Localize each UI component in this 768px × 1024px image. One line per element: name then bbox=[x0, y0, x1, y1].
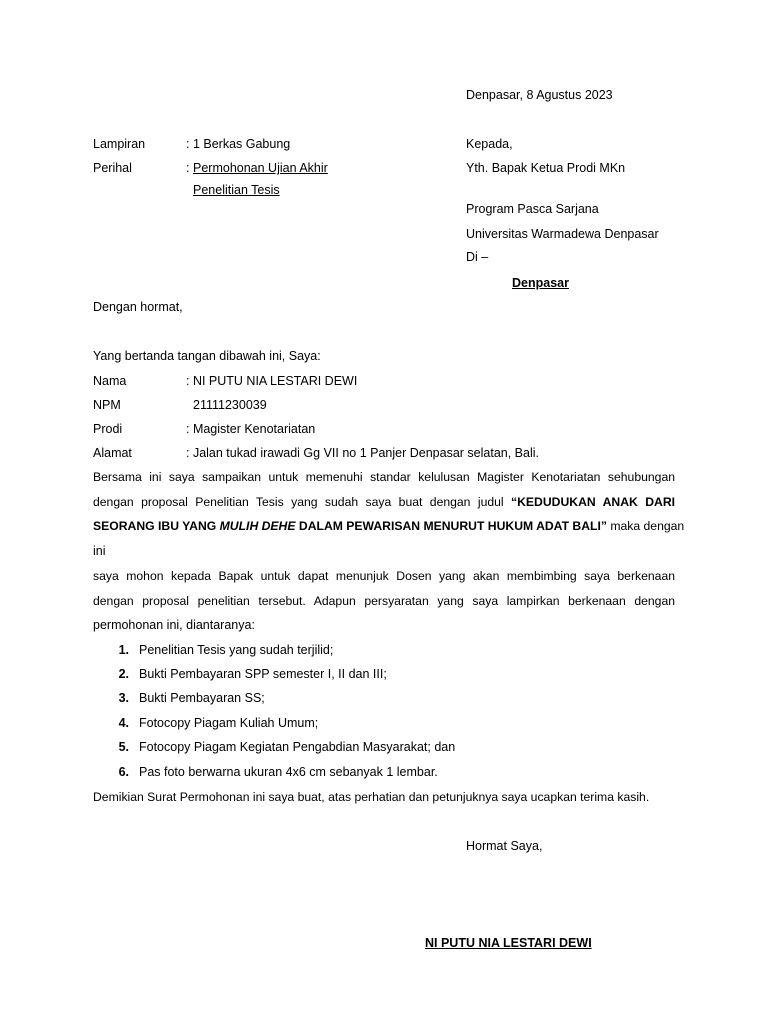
nama-label: Nama bbox=[93, 374, 127, 388]
recipient-kepada: Kepada, bbox=[466, 137, 513, 151]
recipient-city: Denpasar bbox=[512, 276, 569, 290]
list-item: Fotocopy Piagam Kegiatan Pengabdian Masyarakat; dan bbox=[139, 740, 456, 754]
thesis-title-part-3: DALAM PEWARISAN MENURUT HUKUM ADAT BALI” bbox=[298, 519, 607, 533]
paragraph-1-line-1: Bersama ini saya sampaikan untuk memenuhi standar kelulusan Magister Kenotariatan sehubungan bbox=[93, 470, 675, 484]
paragraph-2-line-1: saya mohon kepada Bapak untuk dapat menunjuk Dosen yang akan membimbing saya berkenaan bbox=[93, 569, 675, 583]
paragraph-1-line-4: ini bbox=[93, 544, 106, 558]
list-item: Penelitian Tesis yang sudah terjilid; bbox=[139, 643, 334, 657]
alamat-value: : Jalan tukad irawadi Gg VII no 1 Panjer Denpasar selatan, Bali. bbox=[186, 446, 539, 460]
perihal-colon: : bbox=[186, 161, 190, 175]
recipient-yth: Yth. Bapak Ketua Prodi MKn bbox=[466, 161, 626, 175]
nama-value: : NI PUTU NIA LESTARI DEWI bbox=[186, 374, 358, 388]
npm-label: NPM bbox=[93, 398, 121, 412]
perihal-line-1: Permohonan Ujian Akhir bbox=[193, 161, 328, 175]
list-item-number: 5. bbox=[118, 740, 129, 754]
list-item-number: 2. bbox=[118, 667, 129, 681]
paragraph-2-line-3: permohonan ini, diantaranya: bbox=[93, 618, 255, 632]
lampiran-value: : 1 Berkas Gabung bbox=[186, 137, 291, 151]
recipient-university: Universitas Warmadewa Denpasar bbox=[466, 227, 659, 241]
list-item-number: 4. bbox=[118, 716, 129, 730]
list-item: Pas foto berwarna ukuran 4x6 cm sebanyak 1 lembar. bbox=[139, 765, 438, 779]
npm-value: 21111230039 bbox=[193, 398, 267, 412]
thesis-title-part-2: SEORANG IBU YANG bbox=[93, 519, 217, 533]
perihal-line-2: Penelitian Tesis bbox=[193, 183, 280, 197]
lampiran-label: Lampiran bbox=[93, 137, 146, 151]
closing-statement: Demikian Surat Permohonan ini saya buat, atas perhatian dan petunjuknya saya ucapkan terima kasih. bbox=[93, 790, 650, 804]
paragraph-1-line-2 bbox=[93, 495, 675, 509]
sign-off: Hormat Saya, bbox=[466, 839, 543, 853]
signature-name: NI PUTU NIA LESTARI DEWI bbox=[425, 936, 592, 950]
thesis-title-italic: MULIH DEHE bbox=[219, 519, 296, 533]
paragraph-1-line-3 bbox=[93, 519, 685, 533]
list-item-number: 1. bbox=[118, 643, 129, 657]
recipient-di: Di – bbox=[466, 250, 489, 264]
perihal-label: Perihal bbox=[93, 161, 132, 175]
alamat-label: Alamat bbox=[93, 446, 132, 460]
list-item-number: 3. bbox=[118, 691, 129, 705]
intro-line: Yang bertanda tangan dibawah ini, Saya: bbox=[93, 349, 321, 363]
thesis-title-part-1: “KEDUDUKAN ANAK DARI bbox=[511, 495, 676, 509]
paragraph-1-line-3-end: maka dengan bbox=[610, 519, 685, 533]
recipient-program: Program Pasca Sarjana bbox=[466, 202, 599, 216]
prodi-value: : Magister Kenotariatan bbox=[186, 422, 316, 436]
paragraph-2-line-2: dengan proposal penelitian tersebut. Adapun persyaratan yang saya lampirkan berkenaan dengan bbox=[93, 594, 675, 608]
greeting: Dengan hormat, bbox=[93, 300, 183, 314]
list-item-number: 6. bbox=[118, 765, 129, 779]
list-item: Bukti Pembayaran SPP semester I, II dan III; bbox=[139, 667, 387, 681]
paragraph-1-line-2-text: dengan proposal Penelitian Tesis yang sudah saya buat dengan judul bbox=[93, 495, 504, 509]
list-item: Bukti Pembayaran SS; bbox=[139, 691, 265, 705]
letter-date: Denpasar, 8 Agustus 2023 bbox=[466, 88, 613, 102]
prodi-label: Prodi bbox=[93, 422, 123, 436]
list-item: Fotocopy Piagam Kuliah Umum; bbox=[139, 716, 319, 730]
